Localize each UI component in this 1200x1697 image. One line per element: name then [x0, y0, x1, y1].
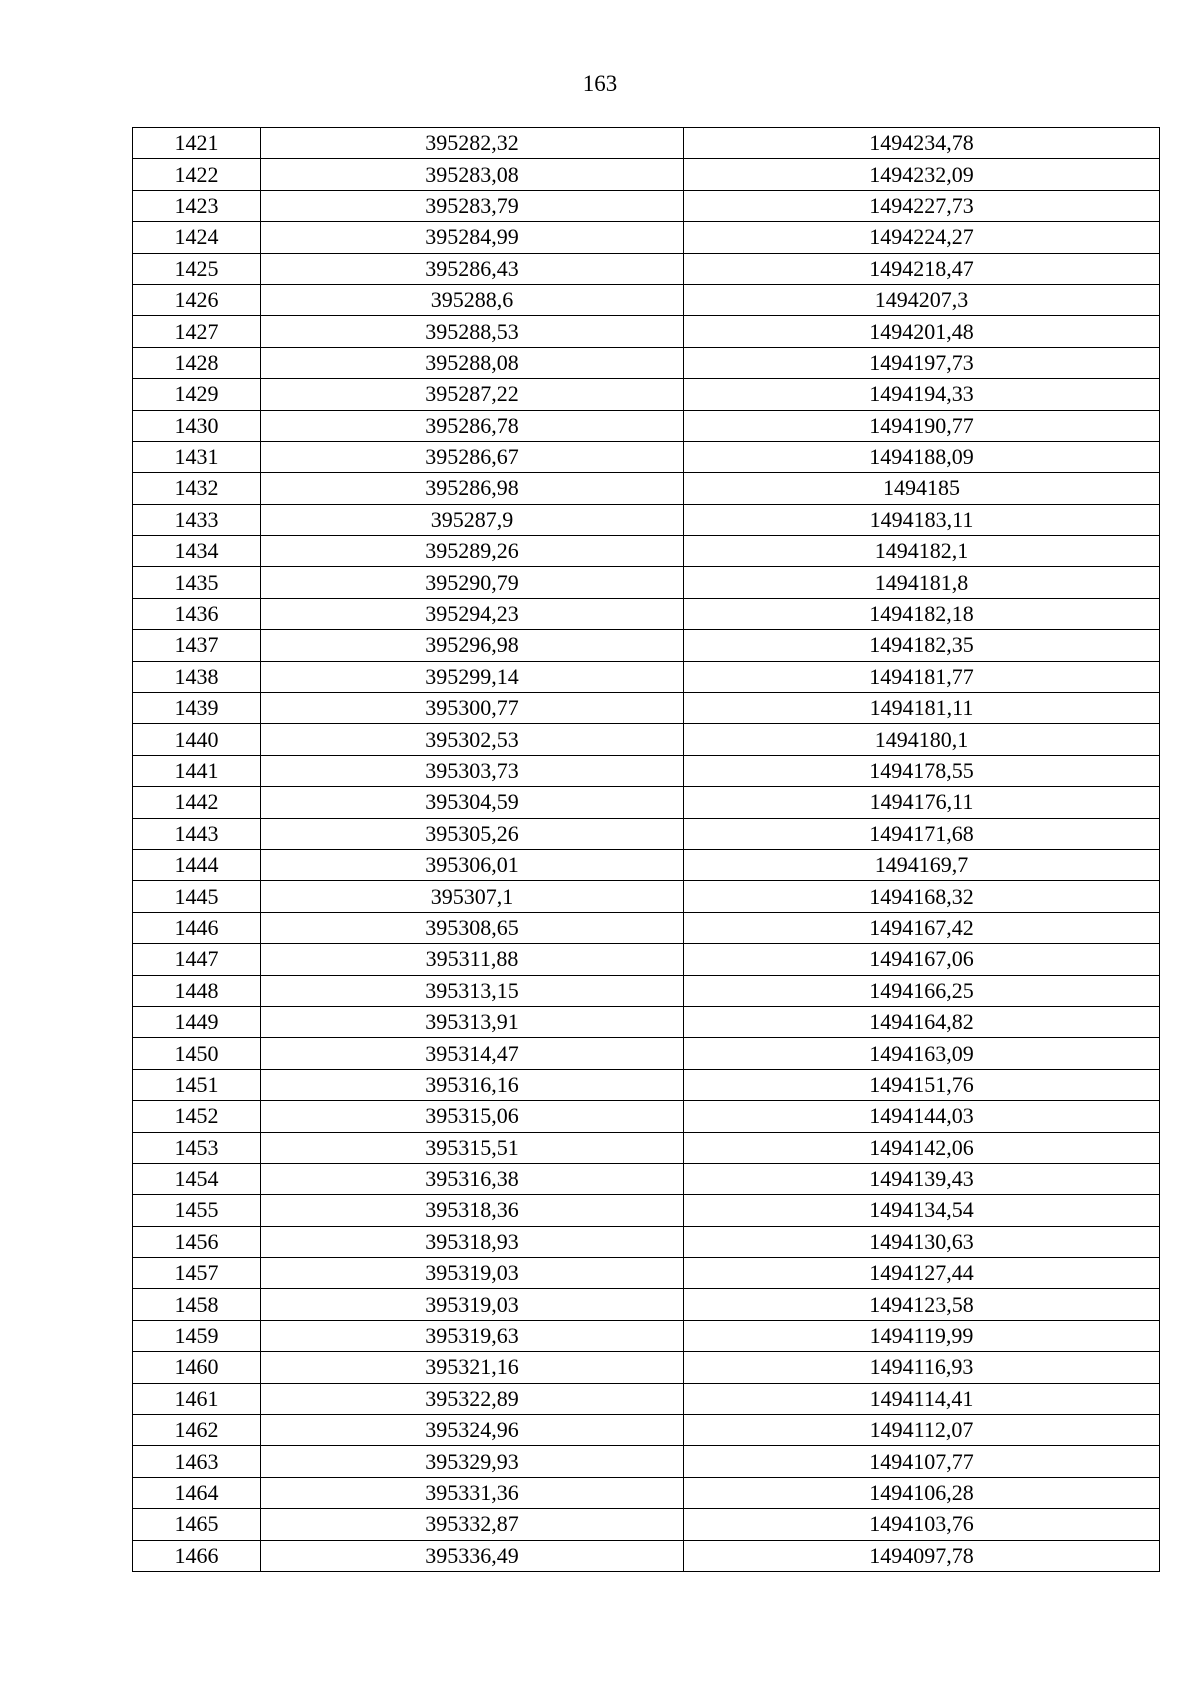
- y-coordinate-cell: 1494163,09: [684, 1038, 1160, 1069]
- point-number-cell: 1432: [133, 473, 261, 504]
- x-coordinate-cell: 395313,15: [261, 975, 684, 1006]
- point-number-cell: 1443: [133, 818, 261, 849]
- x-coordinate-cell: 395290,79: [261, 567, 684, 598]
- point-number-cell: 1466: [133, 1540, 261, 1571]
- point-number-cell: 1428: [133, 347, 261, 378]
- point-number-cell: 1456: [133, 1226, 261, 1257]
- x-coordinate-cell: 395308,65: [261, 912, 684, 943]
- x-coordinate-cell: 395319,03: [261, 1258, 684, 1289]
- y-coordinate-cell: 1494127,44: [684, 1258, 1160, 1289]
- x-coordinate-cell: 395296,98: [261, 630, 684, 661]
- x-coordinate-cell: 395329,93: [261, 1446, 684, 1477]
- point-number-cell: 1440: [133, 724, 261, 755]
- y-coordinate-cell: 1494234,78: [684, 128, 1160, 159]
- y-coordinate-cell: 1494194,33: [684, 379, 1160, 410]
- point-number-cell: 1453: [133, 1132, 261, 1163]
- x-coordinate-cell: 395331,36: [261, 1477, 684, 1508]
- y-coordinate-cell: 1494166,25: [684, 975, 1160, 1006]
- table-row: [133, 1383, 1160, 1414]
- x-coordinate-cell: 395282,32: [261, 128, 684, 159]
- y-coordinate-cell: 1494139,43: [684, 1163, 1160, 1194]
- table-row: [133, 912, 1160, 943]
- x-coordinate-cell: 395288,08: [261, 347, 684, 378]
- table-row: [133, 159, 1160, 190]
- table-row: [133, 1540, 1160, 1571]
- x-coordinate-cell: 395287,9: [261, 504, 684, 535]
- table-row: [133, 190, 1160, 221]
- point-number-cell: 1452: [133, 1101, 261, 1132]
- x-coordinate-cell: 395286,78: [261, 410, 684, 441]
- x-coordinate-cell: 395322,89: [261, 1383, 684, 1414]
- y-coordinate-cell: 1494185: [684, 473, 1160, 504]
- point-number-cell: 1447: [133, 944, 261, 975]
- y-coordinate-cell: 1494164,82: [684, 1006, 1160, 1037]
- y-coordinate-cell: 1494180,1: [684, 724, 1160, 755]
- table-row: [133, 1226, 1160, 1257]
- table-row: [133, 881, 1160, 912]
- point-number-cell: 1424: [133, 222, 261, 253]
- table-row: [133, 598, 1160, 629]
- y-coordinate-cell: 1494167,06: [684, 944, 1160, 975]
- x-coordinate-cell: 395315,51: [261, 1132, 684, 1163]
- x-coordinate-cell: 395286,67: [261, 441, 684, 472]
- table-row: [133, 1415, 1160, 1446]
- table-row: [133, 818, 1160, 849]
- point-number-cell: 1465: [133, 1509, 261, 1540]
- y-coordinate-cell: 1494144,03: [684, 1101, 1160, 1132]
- point-number-cell: 1446: [133, 912, 261, 943]
- point-number-cell: 1437: [133, 630, 261, 661]
- x-coordinate-cell: 395288,53: [261, 316, 684, 347]
- table-row: [133, 1509, 1160, 1540]
- y-coordinate-cell: 1494176,11: [684, 787, 1160, 818]
- x-coordinate-cell: 395286,98: [261, 473, 684, 504]
- point-number-cell: 1425: [133, 253, 261, 284]
- table-row: [133, 253, 1160, 284]
- y-coordinate-cell: 1494178,55: [684, 755, 1160, 786]
- point-number-cell: 1458: [133, 1289, 261, 1320]
- y-coordinate-cell: 1494106,28: [684, 1477, 1160, 1508]
- table-row: [133, 849, 1160, 880]
- point-number-cell: 1421: [133, 128, 261, 159]
- y-coordinate-cell: 1494123,58: [684, 1289, 1160, 1320]
- x-coordinate-cell: 395303,73: [261, 755, 684, 786]
- x-coordinate-cell: 395336,49: [261, 1540, 684, 1571]
- point-number-cell: 1422: [133, 159, 261, 190]
- table-row: [133, 1101, 1160, 1132]
- y-coordinate-cell: 1494183,11: [684, 504, 1160, 535]
- y-coordinate-cell: 1494227,73: [684, 190, 1160, 221]
- x-coordinate-cell: 395305,26: [261, 818, 684, 849]
- table-row: [133, 1446, 1160, 1477]
- point-number-cell: 1449: [133, 1006, 261, 1037]
- table-row: [133, 504, 1160, 535]
- table-row: [133, 975, 1160, 1006]
- x-coordinate-cell: 395316,16: [261, 1069, 684, 1100]
- table-row: [133, 661, 1160, 692]
- point-number-cell: 1460: [133, 1352, 261, 1383]
- x-coordinate-cell: 395316,38: [261, 1163, 684, 1194]
- y-coordinate-cell: 1494201,48: [684, 316, 1160, 347]
- table-row: [133, 755, 1160, 786]
- point-number-cell: 1436: [133, 598, 261, 629]
- point-number-cell: 1438: [133, 661, 261, 692]
- y-coordinate-cell: 1494169,7: [684, 849, 1160, 880]
- x-coordinate-cell: 395318,36: [261, 1195, 684, 1226]
- point-number-cell: 1444: [133, 849, 261, 880]
- x-coordinate-cell: 395332,87: [261, 1509, 684, 1540]
- y-coordinate-cell: 1494103,76: [684, 1509, 1160, 1540]
- table-row: [133, 1352, 1160, 1383]
- point-number-cell: 1427: [133, 316, 261, 347]
- x-coordinate-cell: 395284,99: [261, 222, 684, 253]
- y-coordinate-cell: 1494134,54: [684, 1195, 1160, 1226]
- table-row: [133, 630, 1160, 661]
- table-row: [133, 1163, 1160, 1194]
- table-row: [133, 128, 1160, 159]
- table-row: [133, 284, 1160, 315]
- x-coordinate-cell: 395288,6: [261, 284, 684, 315]
- y-coordinate-cell: 1494181,77: [684, 661, 1160, 692]
- y-coordinate-cell: 1494182,35: [684, 630, 1160, 661]
- x-coordinate-cell: 395315,06: [261, 1101, 684, 1132]
- x-coordinate-cell: 395324,96: [261, 1415, 684, 1446]
- x-coordinate-cell: 395321,16: [261, 1352, 684, 1383]
- y-coordinate-cell: 1494188,09: [684, 441, 1160, 472]
- x-coordinate-cell: 395311,88: [261, 944, 684, 975]
- point-number-cell: 1442: [133, 787, 261, 818]
- table-row: [133, 787, 1160, 818]
- table-row: [133, 724, 1160, 755]
- point-number-cell: 1430: [133, 410, 261, 441]
- point-number-cell: 1448: [133, 975, 261, 1006]
- table-row: [133, 1069, 1160, 1100]
- x-coordinate-cell: 395319,03: [261, 1289, 684, 1320]
- x-coordinate-cell: 395313,91: [261, 1006, 684, 1037]
- point-number-cell: 1445: [133, 881, 261, 912]
- point-number-cell: 1439: [133, 693, 261, 724]
- y-coordinate-cell: 1494167,42: [684, 912, 1160, 943]
- y-coordinate-cell: 1494181,8: [684, 567, 1160, 598]
- point-number-cell: 1464: [133, 1477, 261, 1508]
- y-coordinate-cell: 1494114,41: [684, 1383, 1160, 1414]
- point-number-cell: 1459: [133, 1320, 261, 1351]
- point-number-cell: 1441: [133, 755, 261, 786]
- point-number-cell: 1454: [133, 1163, 261, 1194]
- point-number-cell: 1431: [133, 441, 261, 472]
- y-coordinate-cell: 1494130,63: [684, 1226, 1160, 1257]
- y-coordinate-cell: 1494182,18: [684, 598, 1160, 629]
- x-coordinate-cell: 395289,26: [261, 536, 684, 567]
- point-number-cell: 1429: [133, 379, 261, 410]
- point-number-cell: 1435: [133, 567, 261, 598]
- x-coordinate-cell: 395283,08: [261, 159, 684, 190]
- point-number-cell: 1450: [133, 1038, 261, 1069]
- point-number-cell: 1423: [133, 190, 261, 221]
- y-coordinate-cell: 1494171,68: [684, 818, 1160, 849]
- y-coordinate-cell: 1494224,27: [684, 222, 1160, 253]
- y-coordinate-cell: 1494119,99: [684, 1320, 1160, 1351]
- y-coordinate-cell: 1494197,73: [684, 347, 1160, 378]
- table-row: [133, 410, 1160, 441]
- y-coordinate-cell: 1494207,3: [684, 284, 1160, 315]
- point-number-cell: 1457: [133, 1258, 261, 1289]
- point-number-cell: 1434: [133, 536, 261, 567]
- y-coordinate-cell: 1494116,93: [684, 1352, 1160, 1383]
- table-row: [133, 536, 1160, 567]
- table-row: [133, 222, 1160, 253]
- point-number-cell: 1451: [133, 1069, 261, 1100]
- x-coordinate-cell: 395314,47: [261, 1038, 684, 1069]
- table-row: [133, 1006, 1160, 1037]
- table-row: [133, 1132, 1160, 1163]
- point-number-cell: 1461: [133, 1383, 261, 1414]
- y-coordinate-cell: 1494190,77: [684, 410, 1160, 441]
- coordinates-table-body: [133, 128, 1160, 1572]
- x-coordinate-cell: 395307,1: [261, 881, 684, 912]
- table-row: [133, 1320, 1160, 1351]
- x-coordinate-cell: 395283,79: [261, 190, 684, 221]
- x-coordinate-cell: 395294,23: [261, 598, 684, 629]
- table-row: [133, 567, 1160, 598]
- table-row: [133, 1477, 1160, 1508]
- y-coordinate-cell: 1494107,77: [684, 1446, 1160, 1477]
- x-coordinate-cell: 395287,22: [261, 379, 684, 410]
- y-coordinate-cell: 1494112,07: [684, 1415, 1160, 1446]
- page-number: 163: [582, 71, 618, 96]
- table-row: [133, 441, 1160, 472]
- table-row: [133, 347, 1160, 378]
- y-coordinate-cell: 1494218,47: [684, 253, 1160, 284]
- point-number-cell: 1463: [133, 1446, 261, 1477]
- y-coordinate-cell: 1494142,06: [684, 1132, 1160, 1163]
- table-row: [133, 1038, 1160, 1069]
- x-coordinate-cell: 395299,14: [261, 661, 684, 692]
- table-row: [133, 693, 1160, 724]
- table-row: [133, 944, 1160, 975]
- x-coordinate-cell: 395306,01: [261, 849, 684, 880]
- table-row: [133, 316, 1160, 347]
- coordinates-table: [132, 127, 1160, 1572]
- point-number-cell: 1426: [133, 284, 261, 315]
- x-coordinate-cell: 395300,77: [261, 693, 684, 724]
- x-coordinate-cell: 395304,59: [261, 787, 684, 818]
- x-coordinate-cell: 395318,93: [261, 1226, 684, 1257]
- y-coordinate-cell: 1494151,76: [684, 1069, 1160, 1100]
- table-row: [133, 1258, 1160, 1289]
- table-row: [133, 1195, 1160, 1226]
- table-row: [133, 473, 1160, 504]
- x-coordinate-cell: 395302,53: [261, 724, 684, 755]
- y-coordinate-cell: 1494181,11: [684, 693, 1160, 724]
- y-coordinate-cell: 1494182,1: [684, 536, 1160, 567]
- y-coordinate-cell: 1494168,32: [684, 881, 1160, 912]
- point-number-cell: 1455: [133, 1195, 261, 1226]
- table-row: [133, 1289, 1160, 1320]
- y-coordinate-cell: 1494232,09: [684, 159, 1160, 190]
- point-number-cell: 1462: [133, 1415, 261, 1446]
- point-number-cell: 1433: [133, 504, 261, 535]
- table-row: [133, 379, 1160, 410]
- x-coordinate-cell: 395319,63: [261, 1320, 684, 1351]
- x-coordinate-cell: 395286,43: [261, 253, 684, 284]
- y-coordinate-cell: 1494097,78: [684, 1540, 1160, 1571]
